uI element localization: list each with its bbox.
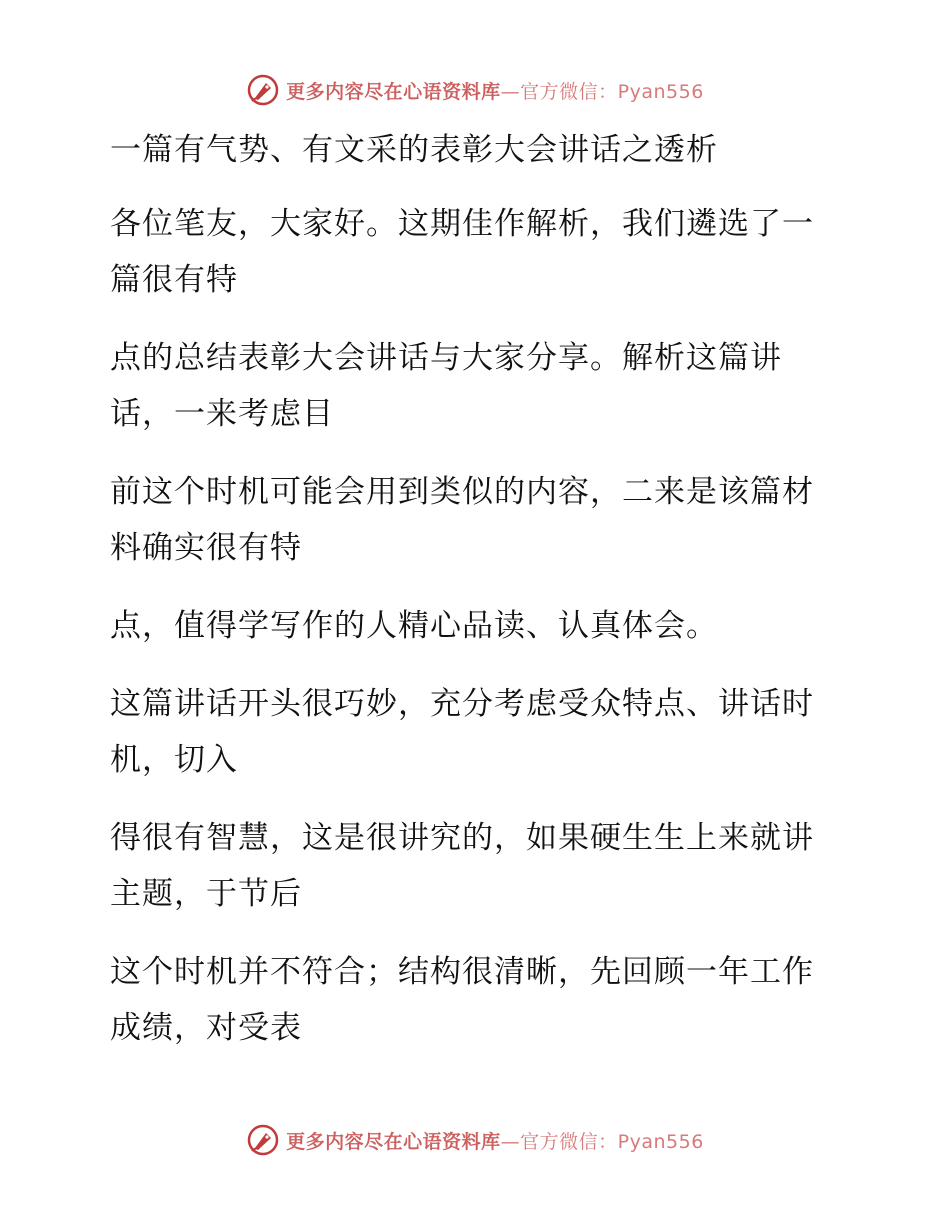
document-title: 一篇有气势、有文采的表彰大会讲话之透析 <box>110 132 718 168</box>
footer-banner-text <box>286 1127 704 1154</box>
paragraph-2: 点的总结表彰大会讲话与大家分享。解析这篇讲话，一来考虑目 <box>110 340 782 432</box>
paragraph-5: 这篇讲话开头很巧妙，充分考虑受众特点、讲话时机，切入 <box>110 686 814 778</box>
pen-nib-logo-icon <box>246 1123 280 1157</box>
header-wechat-text: 官方微信：Pyan556 <box>520 80 704 103</box>
paragraph-7: 这个时机并不符合；结构很清晰，先回顾一年工作成绩，对受表 <box>110 954 814 1046</box>
document-body <box>98 122 833 1078</box>
footer-brand-text: 更多内容尽在心语资料库 <box>286 1130 501 1153</box>
pen-nib-logo-icon <box>246 73 280 107</box>
header-banner-text <box>286 77 704 104</box>
footer-separator: — <box>500 1130 521 1153</box>
footer-banner <box>0 1120 950 1160</box>
footer-wechat-text: 官方微信：Pyan556 <box>520 1130 704 1153</box>
header-banner <box>0 70 950 110</box>
paragraph-6: 得很有智慧，这是很讲究的，如果硬生生上来就讲主题，于节后 <box>110 820 814 912</box>
paragraph-3: 前这个时机可能会用到类似的内容，二来是该篇材料确实很有特 <box>110 474 814 566</box>
paragraph-4: 点，值得学写作的人精心品读、认真体会。 <box>110 608 718 644</box>
header-brand-text: 更多内容尽在心语资料库 <box>286 80 501 103</box>
paragraph-1: 各位笔友，大家好。这期佳作解析，我们遴选了一篇很有特 <box>110 206 814 298</box>
header-separator: — <box>500 80 521 103</box>
